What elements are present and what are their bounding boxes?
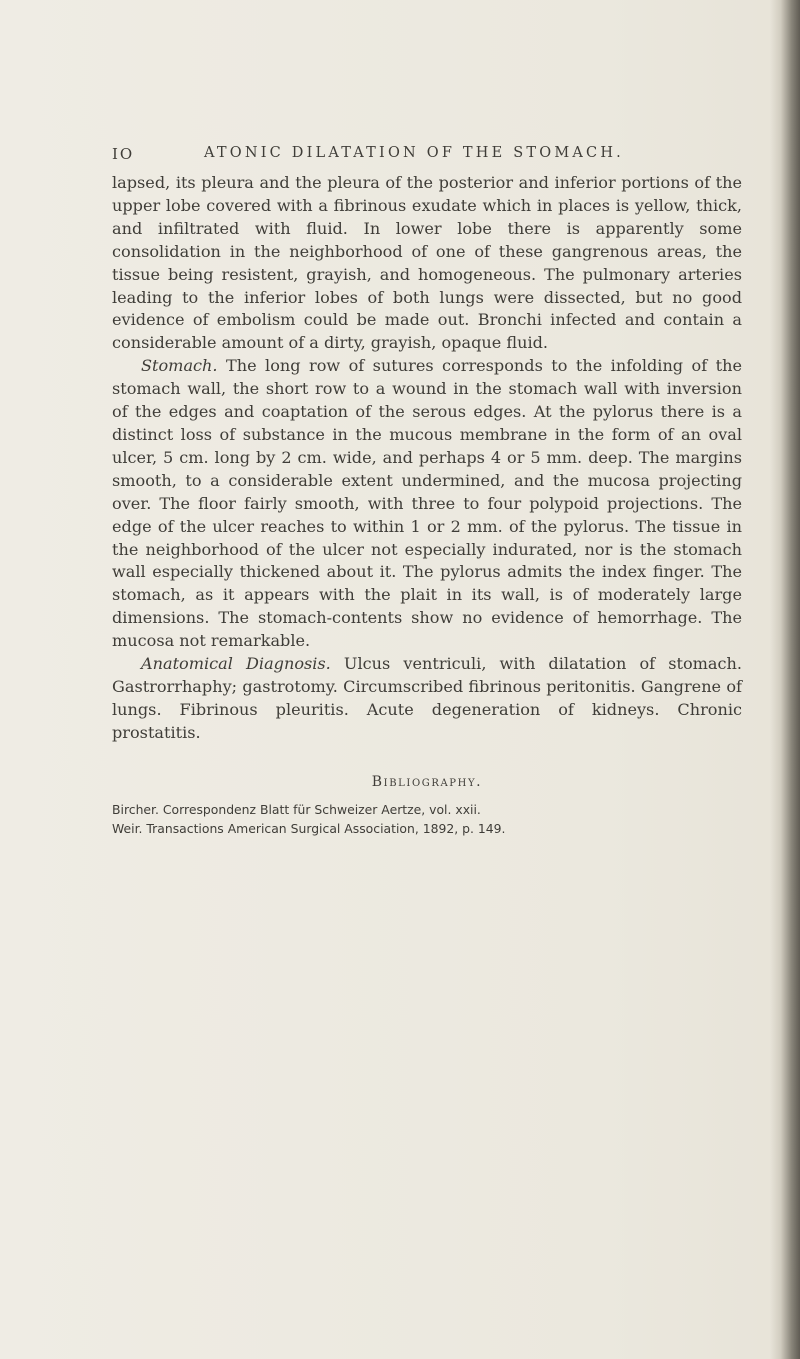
paragraph-stomach-text: The long row of sutures corresponds to the infolding of the stomach wall, the short row to a wound in the stomach wall with inversion of the edges and coaptation of the serous edges. At the pylorus there is a distinct loss of substance in the mucous membrane in the form of an oval ulcer, 5 cm. long by 2 cm. wide, and perhaps 4 or 5 mm. deep. The margins smooth, to a considerable extent undermined, and the mucosa projecting over. The floor fairly smooth, with three to four polypoid projections. The edge of the ulcer reaches to within 1 or 2 mm. of the pylorus. The tissue in the neighborhood of the ulcer not especially indurated, nor is the stomach wall especially thickened about it. The pylorus admits the index finger. The stomach, as it appears with the plait in its wall, is of moderately large dimensions. The stomach-contents show no evidence of hemorrhage. The mucosa not remarkable. bbox=[112, 356, 742, 651]
body-text bbox=[112, 172, 742, 745]
bibliography-entry: Bircher. Correspondenz Blatt für Schweizer Aertze, vol. xxii. bbox=[112, 802, 481, 817]
paragraph-lungs: lapsed, its pleura and the pleura of the posterior and inferior portions of the upper lobe covered with a fibrinous exudate which in places is yellow, thick, and infiltrated with fluid. In lower lobe there is apparently some consolidation in the neighborhood of one of these gangrenous areas, the tissue being resistent, grayish, and homogeneous. The pulmonary arteries leading to the inferior lobes of both lungs were dissected, but no good evidence of embolism could be made out. Bronchi infected and contain a considerable amount of a dirty, grayish, opaque fluid. bbox=[112, 173, 742, 353]
bibliography-entry: Weir. Transactions American Surgical Association, 1892, p. 149. bbox=[112, 820, 506, 836]
page-number: IO bbox=[112, 145, 135, 163]
spine-shadow bbox=[770, 0, 800, 1359]
paragraph-diagnosis-text: Ulcus ventriculi, with dilatation of stomach. Gastrorrhaphy; gastrotomy. Circumscribed fibrinous peritonitis. Gangrene of lungs. Fibrinous pleuritis. Acute degeneration of kidneys. Chronic prostatitis. bbox=[112, 654, 742, 742]
paragraph-stomach bbox=[112, 355, 742, 653]
bibliography-heading: Bibliography. bbox=[371, 774, 483, 790]
section-title-diagnosis: Anatomical Diagnosis. bbox=[141, 654, 331, 674]
section-title-stomach: Stomach. bbox=[141, 356, 218, 376]
paragraph-diagnosis bbox=[112, 653, 742, 745]
running-head: ATONIC DILATATION OF THE STOMACH. bbox=[204, 145, 624, 161]
bibliography-list bbox=[112, 801, 742, 838]
